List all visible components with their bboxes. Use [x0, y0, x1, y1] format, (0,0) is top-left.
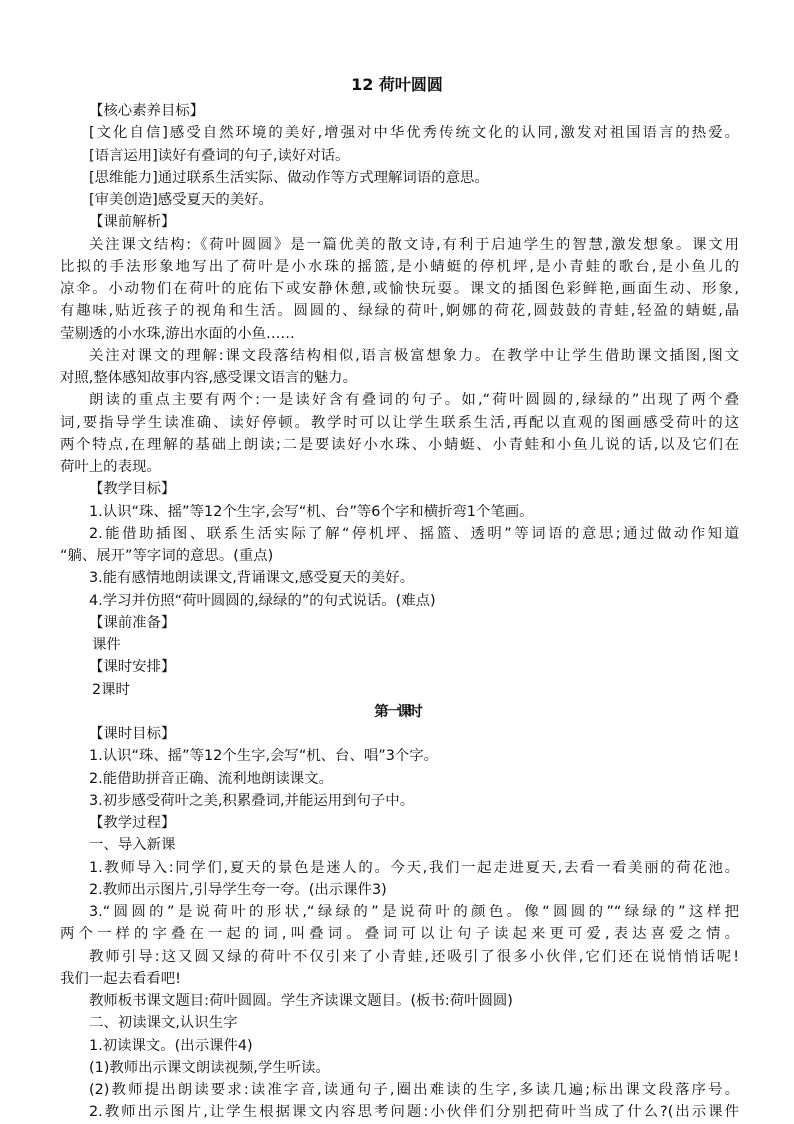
- paragraph-line: 荷叶上的表现。: [60, 459, 161, 475]
- paragraph-line: 莹剔透的小水珠,游出水面的小鱼……: [60, 325, 295, 342]
- paragraph-line: 关注课文结构:《荷叶圆圆》是一篇优美的散文诗,有利于启迪学生的智慧,激发想象。课文用: [89, 236, 739, 253]
- section-heading: 【课时安排】: [89, 659, 176, 676]
- paragraph-line: [语言运用]读好有叠词的句子,读好对话。: [89, 147, 350, 164]
- paragraph-line: [审美创造]感受夏天的美好。: [89, 192, 273, 208]
- list-item: 2.教师出示图片,引导学生夸一夸。(出示课件3): [89, 881, 387, 898]
- list-item: 1.认识“珠、摇”等12个生字,会写“机、台”等6个字和横折弯1个笔画。: [89, 503, 534, 520]
- paragraph-line: 我们一起去看看吧!: [60, 970, 181, 987]
- paragraph-line: 2课时: [92, 681, 130, 698]
- paragraph-line: 凉伞。小动物们在荷叶的庇佑下或安静休憩,或愉快玩耍。课文的插图色彩鲜艳,画面生动、形象,: [60, 281, 739, 297]
- paragraph-line: 有趣味,贴近孩子的视角和生活。圆圆的、绿绿的荷叶,婀娜的荷花,圆鼓鼓的青蛙,轻盈的蜻蜓,晶: [60, 303, 739, 320]
- list-item: (1)教师出示课文朗读视频,学生听读。: [89, 1059, 330, 1076]
- lesson-subtitle: 第一课时: [374, 703, 420, 720]
- step-heading: 一、导入新课: [89, 837, 176, 854]
- list-item: 2.能借助插图、联系生活实际了解“停机坪、摇篮、透明”等词语的意思;通过做动作知道: [89, 525, 739, 542]
- list-item: 1.初读课文。(出示课件4): [89, 1037, 253, 1054]
- paragraph-line: 教师板书课文题目:荷叶圆圆。学生齐读课文题目。(板书:荷叶圆圆): [89, 993, 513, 1009]
- section-heading: 【教学目标】: [89, 481, 176, 498]
- paragraph-line: 关注对课文的理解:课文段落结构相似,语言极富想象力。在教学中让学生借助课文插图,图文: [89, 347, 739, 364]
- paragraph-line: [文化自信]感受自然环境的美好,增强对中华优秀传统文化的认同,激发对祖国语言的热爱。: [89, 125, 739, 142]
- list-item: 1.教师导入:同学们,夏天的景色是迷人的。今天,我们一起走进夏天,去看一看美丽的荷花池。: [89, 859, 739, 876]
- paragraph-line: 教师引导:这又圆又绿的荷叶不仅引来了小青蛙,还吸引了很多小伙伴,它们还在说悄悄话呢!: [89, 948, 739, 965]
- document-title: 12 荷叶圆圆: [351, 75, 443, 94]
- list-item: 1.认识“珠、摇”等12个生字,会写“机、台、唱”3个字。: [89, 748, 439, 765]
- list-item: 3.初步感受荷叶之美,积累叠词,并能运用到句子中。: [89, 792, 415, 809]
- list-item: 3.能有感情地朗读课文,背诵课文,感受夏天的美好。: [89, 570, 415, 587]
- paragraph-line: 课件: [92, 637, 121, 653]
- paragraph-line: 比拟的手法形象地写出了荷叶是小水珠的摇篮,是小蜻蜓的停机坪,是小青蛙的歌台,是小鱼儿的: [60, 258, 739, 275]
- list-item: 3.“圆圆的”是说荷叶的形状,“绿绿的”是说荷叶的颜色。像“圆圆的”“绿绿的”这样把: [89, 904, 739, 920]
- paragraph-line: 词,要指导学生读准确、读好停顿。教学时可以让学生联系生活,再配以直观的图画感受荷叶的这: [60, 414, 739, 431]
- paragraph-line: [思维能力]通过联系生活实际、做动作等方式理解词语的意思。: [89, 169, 489, 186]
- section-heading: 【课前准备】: [89, 614, 176, 631]
- list-item: 4.学习并仿照“荷叶圆圆的,绿绿的”的句式说话。(难点): [89, 592, 436, 609]
- section-heading: 【课前解析】: [89, 214, 176, 231]
- list-item: “躺、展开”等字词的意思。(重点): [60, 548, 274, 564]
- paragraph-line: 两个特点,在理解的基础上朗读;二是要读好小水珠、小蜻蜓、小青蛙和小鱼儿说的话,以及它们在: [60, 436, 739, 453]
- paragraph-line: 朗读的重点主要有两个:一是读好含有叠词的句子。如,“荷叶圆圆的,绿绿的”出现了两个叠: [89, 392, 739, 409]
- document-body: [60, 100, 739, 1124]
- section-heading: 【课时目标】: [89, 726, 176, 742]
- paragraph-line: 对照,整体感知故事内容,感受课文语言的魅力。: [60, 370, 357, 386]
- list-item: (2)教师提出朗读要求:读准字音,读通句子,圈出难读的生字,多读几遍;标出课文段落序号。: [89, 1082, 739, 1098]
- section-heading: 【教学过程】: [89, 815, 176, 831]
- list-item: 2.教师出示图片,让学生根据课文内容思考问题:小伙伴们分别把荷叶当成了什么?(出示课件: [89, 1104, 739, 1121]
- list-item: 两个一样的字叠在一起的词,叫叠词。叠词可以让句子读起来更可爱,表达喜爱之情。: [60, 926, 739, 943]
- step-heading: 二、初读课文,认识生字: [89, 1015, 238, 1032]
- list-item: 2.能借助拼音正确、流利地朗读课文。: [89, 770, 333, 787]
- section-heading: 【核心素养目标】: [89, 103, 205, 119]
